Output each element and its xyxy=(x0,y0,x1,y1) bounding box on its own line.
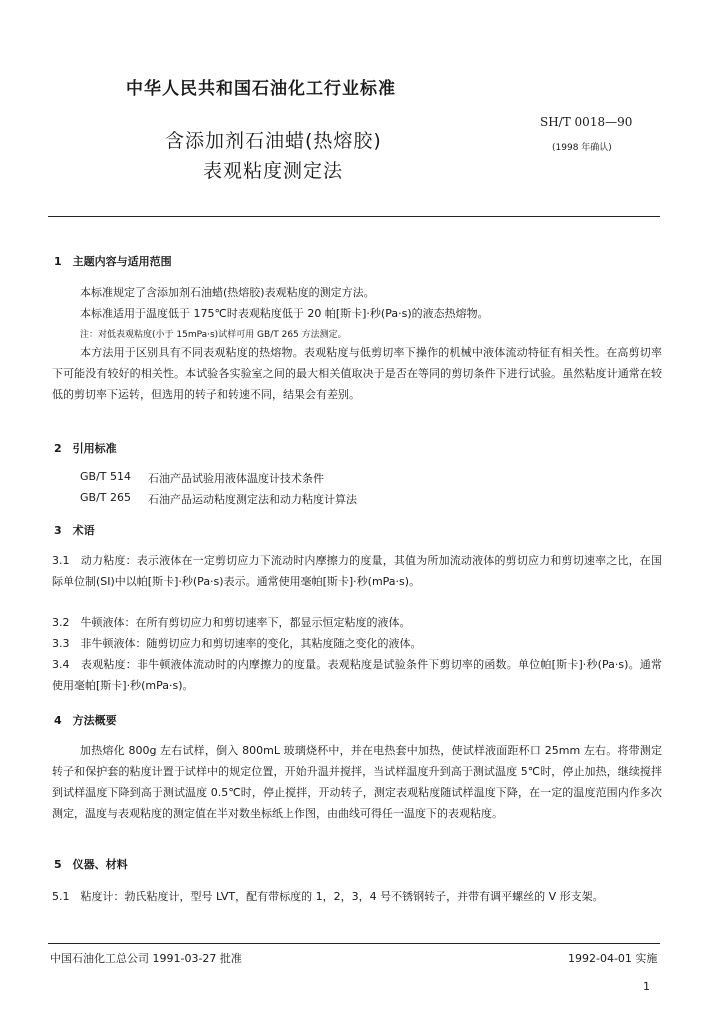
section-5-paragraph-1: 5.1 粘度计：勃氏粘度计，型号 LVT，配有带标度的 1，2，3，4 号不锈钢转子，并带有调平螺丝的 V 形支架。 xyxy=(52,890,604,903)
term-3-3: 3.3 非牛顿液体：随剪切应力和剪切速率的变化，其粘度随之变化的液体。 xyxy=(52,637,422,650)
footer-divider xyxy=(48,943,660,944)
term-3-1: 3.1 动力粘度：表示液体在一定剪切应力下流动时内摩擦力的度量，其值为所加流动液体的剪切应力和剪切速率之比，在国际单位制(SI)中以帕[斯卡]·秒(Pa·s)表示。通常使用毫帕[斯卡]·秒(mPa·s)。 xyxy=(52,554,662,588)
industry-standard-heading: 中华人民共和国石油化工行业标准 xyxy=(126,79,396,99)
section-1-heading: 1 主题内容与适用范围 xyxy=(54,255,172,268)
section-3-heading: 3 术语 xyxy=(54,524,95,537)
confirmation-year: (1998 年确认) xyxy=(552,143,612,153)
section-2-heading: 2 引用标准 xyxy=(54,442,117,455)
section-1-note: 注：对低表观粘度(小于 15mPa·s)试样可用 GB/T 265 方法测定。 xyxy=(80,330,347,340)
implementation-date: 1992-04-01 实施 xyxy=(568,952,658,965)
reference-title: 石油产品试验用液体温度计技术条件 xyxy=(148,472,324,485)
section-1-paragraph-2: 本标准适用于温度低于 175℃时表观粘度低于 20 帕[斯卡]·秒(Pa·s)的液态热熔物。 xyxy=(80,307,489,320)
section-1-paragraph-1: 本标准规定了含添加剂石油蜡(热熔胶)表观粘度的测定方法。 xyxy=(80,286,375,299)
standard-code: SH/T 0018—90 xyxy=(540,115,633,129)
section-4-heading: 4 方法概要 xyxy=(54,714,117,727)
reference-code: GB/T 265 xyxy=(80,491,131,504)
section-1-paragraph-3: 本方法用于区别具有不同表观粘度的热熔物。表观粘度与低剪切率下操作的机械中液体流动特征有相关性。在高剪切率下可能没有较好的相关性。本试验各实验室之间的最大相关值取决于是否在等同的剪切条件下进行试验。虽然粘度计通常在较低的剪切率下运转，但选用的转子和转速不同，结果会有差别。 xyxy=(52,346,662,401)
document-title-line1: 含添加剂石油蜡(热熔胶) xyxy=(165,130,382,152)
header-divider xyxy=(48,216,660,217)
page-number: 1 xyxy=(643,980,650,993)
section-4-paragraph: 加热熔化 800g 左右试样，倒入 800mL 玻璃烧杯中，并在电热套中加热，使试样液面距杯口 25mm 左右。将带测定转子和保护套的粘度计置于试样中的规定位置，开始升温并搅拌，当试样温度升到高于测试温度 5℃时，停止加热，继续搅拌到试样温度下降到高于测试温度 0.5℃时，停止搅拌，开动转子，测定表观粘度随试样温度下降，在一定的温度范围内作多次测定，温度与表观粘度的测定值在半对数坐标纸上作图，由曲线可得任一温度下的表观粘度。 xyxy=(52,744,662,820)
approval-line: 中国石油化工总公司 1991-03-27 批准 xyxy=(50,952,242,965)
document-title-line2: 表观粘度测定法 xyxy=(203,160,344,182)
section-5-heading: 5 仪器、材料 xyxy=(54,858,128,871)
term-3-4: 3.4 表观粘度：非牛顿液体流动时的内摩擦力的度量。表观粘度是试验条件下剪切率的函数。单位帕[斯卡]·秒(Pa·s)。通常使用毫帕[斯卡]·秒(mPa·s)。 xyxy=(52,658,662,692)
term-3-2: 3.2 牛顿液体：在所有剪切应力和剪切速率下，都显示恒定粘度的液体。 xyxy=(52,616,411,629)
reference-code: GB/T 514 xyxy=(80,470,131,483)
reference-title: 石油产品运动粘度测定法和动力粘度计算法 xyxy=(148,493,357,506)
